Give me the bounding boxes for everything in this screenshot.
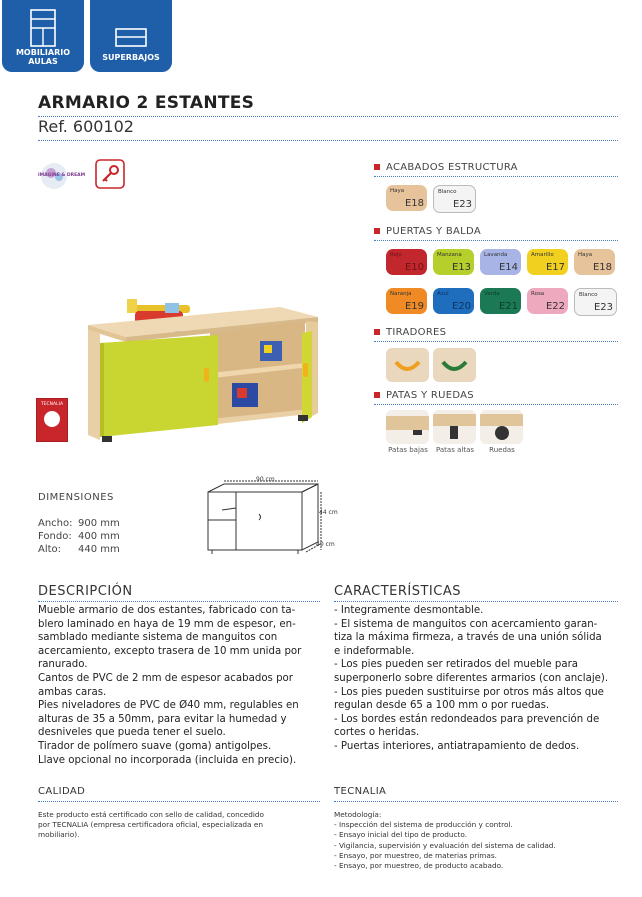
tecnalia-line: - Ensayo inicial del tipo de producto. [334,830,468,840]
swatch-door-lavanda [480,249,521,275]
tecnalia-line: - Vigilancia, supervisión y evaluación del sistema de calidad. [334,840,556,850]
swatch-code: E18 [592,262,612,273]
nav-tab-label-line2: AULAS [28,57,58,66]
swatch-door-rosa [527,288,568,314]
divider [374,404,618,405]
features-line: - Los pies pueden sustituirse por otros más altos que [334,686,604,698]
swatch-name: Rosa [531,291,545,297]
features-line: - El sistema de manguitos con acercamiento garan- [334,618,598,630]
quality-heading: CALIDAD [38,786,86,797]
legs-high-caption: Patas altas [435,446,475,454]
features-heading: CARACTERÍSTICAS [334,584,461,599]
swatch-code: E21 [498,301,518,312]
description-line: alturas de 35 a 50mm, para evitar la humedad y [38,713,287,725]
quality-line: Este producto está certificado con sello de calidad, concedido [38,810,265,819]
wheels-thumb [480,410,523,444]
finishes-doors-heading: PUERTAS Y BALDA [374,226,481,237]
swatch-code: E19 [404,301,424,312]
swatch-name: Blanco [438,189,457,195]
features-line: - Integramente desmontable. [334,605,484,616]
tecnalia-line: - Inspección del sistema de producción y control. [334,820,513,830]
quality-line: mobiliario). [38,830,80,840]
swatch-code: E22 [545,301,565,312]
swatch-door-verde [480,288,521,314]
seal-text: IMAGINE & DREAM [38,173,86,178]
features-line: - Los pies pueden ser retirados del mueble para [334,659,579,671]
swatch-name: Blanco [579,292,598,298]
tecnalia-line: - Ensayo, por muestreo, de producto acabado. [334,861,504,871]
dimension-drawing [196,478,336,568]
handle-thumb-green [433,348,476,382]
swatch-door-rojo [386,249,427,275]
handle-thumb-orange [386,348,429,382]
nav-tab-label: SUPERBAJOS [102,53,160,62]
quality-line: por TECNALIA (empresa certificadora oficial, especializada en [38,820,263,830]
description-line: Llave opcional no incorporada (incluida en precio). [38,754,297,766]
nav-tab-mobiliario-aulas[interactable] [2,0,84,72]
product-photo [80,285,325,450]
tecnalia-text [334,810,622,871]
description-line: acercamiento, excepto trasera de 10 mm unida por [38,645,302,657]
swatch-code: E10 [404,262,424,273]
product-title: ARMARIO 2 ESTANTES [38,93,255,113]
cabinet-icon [28,8,58,48]
description-line: Mueble armario de dos estantes, fabricado con ta- [38,605,296,616]
features-line: - Los bordes están redondeados para prevención de [334,713,600,725]
quality-text [38,810,323,841]
features-line: tiza la máxima firmeza, a través de una unión sólida [334,632,602,644]
divider [38,601,320,602]
description-text [38,604,323,767]
description-line: Cantos de PVC de 2 mm de espesor acabados por [38,672,293,684]
tecnalia-label-text: TECNALIA [40,402,64,407]
finishes-structure-heading: ACABADOS ESTRUCTURA [374,162,518,173]
swatch-door-blanco [574,288,617,316]
swatch-code: E23 [452,199,472,210]
dimensions-heading: DIMENSIONES [38,492,114,503]
description-line: ranurado. [38,659,88,671]
description-line: Tirador de polímero suave (goma) antigolpes. [38,740,272,752]
swatch-code: E17 [545,262,565,273]
swatch-name: Verde [484,291,500,297]
divider [374,240,618,241]
swatch-code: E18 [404,198,424,209]
divider [334,601,618,602]
swatch-name: Haya [390,188,405,194]
nav-tab-superbajos[interactable] [90,0,172,72]
swatch-door-amarillo [527,249,568,275]
swatch-name: Manzana [437,252,462,258]
tecnalia-label [36,398,68,442]
legs-low-thumb [386,410,429,444]
legs-low-caption: Patas bajas [388,446,428,454]
swatch-door-haya [574,249,615,275]
description-line: desniveles que pueda tener el suelo. [38,727,226,739]
drawing-height-label: 44 cm [319,509,338,516]
swatch-code: E20 [451,301,471,312]
swatch-structure-blanco [433,185,476,213]
tecnalia-heading: TECNALIA [334,786,387,797]
swatch-name: Haya [578,252,593,258]
swatch-name: Azul [437,291,449,297]
divider [38,801,320,802]
imagine-dream-logo [38,159,88,191]
swatch-door-azul [433,288,474,314]
tecnalia-seal-icon [44,411,60,427]
divider [374,176,618,177]
swatch-code: E23 [593,302,613,313]
low-cabinet-icon [114,26,148,50]
dimension-row-height: Alto: 440 mm [38,544,120,555]
divider [374,341,618,342]
description-line: samblado mediante sistema de manguitos con [38,632,278,644]
description-heading: DESCRIPCIÓN [38,584,133,599]
key-icon [95,159,125,189]
tecnalia-line: - Ensayo, por muestreo, de materias primas. [334,850,497,860]
description-line: blero laminado en haya de 19 mm de espesor, en- [38,618,296,630]
swatch-door-naranja [386,288,427,314]
features-line: superponerlo sobre diferentes armarios (con anclaje). [334,672,609,684]
divider [38,140,618,141]
swatch-name: Naranja [390,291,412,297]
legs-heading: PATAS Y RUEDAS [374,390,474,401]
drawing-depth-label: 40 cm [316,541,335,548]
handles-heading: TIRADORES [374,327,446,338]
swatch-name: Lavanda [484,252,508,258]
dimension-row-depth: Fondo: 400 mm [38,531,120,542]
swatch-code: E13 [451,262,471,273]
legs-high-thumb [433,410,476,444]
swatch-name: Amarillo [531,252,554,258]
wheels-caption: Ruedas [489,446,515,454]
divider [334,801,618,802]
tecnalia-line: Metodología: [334,810,382,819]
features-line: - Puertas interiores, antiatrapamiento de dedos. [334,740,580,752]
swatch-name: Rojo [390,252,402,258]
description-line: ambas caras. [38,686,107,698]
description-line: Pies niveladores de PVC de Ø40 mm, regulables en [38,700,299,712]
nav-tab-label-line1: MOBILIARIO [15,48,71,57]
drawing-width-label: 90 cm [256,476,275,483]
features-line: regulan desde 65 a 100 mm o por ruedas. [334,700,550,712]
features-line: cortes o heridas. [334,727,420,739]
swatch-door-manzana [433,249,474,275]
swatch-code: E14 [498,262,518,273]
dimension-row-width: Ancho: 900 mm [38,518,120,529]
swatch-structure-haya [386,185,427,211]
features-line: e indeformable. [334,645,415,657]
product-ref: Ref. 600102 [38,117,134,136]
features-text [334,604,622,754]
